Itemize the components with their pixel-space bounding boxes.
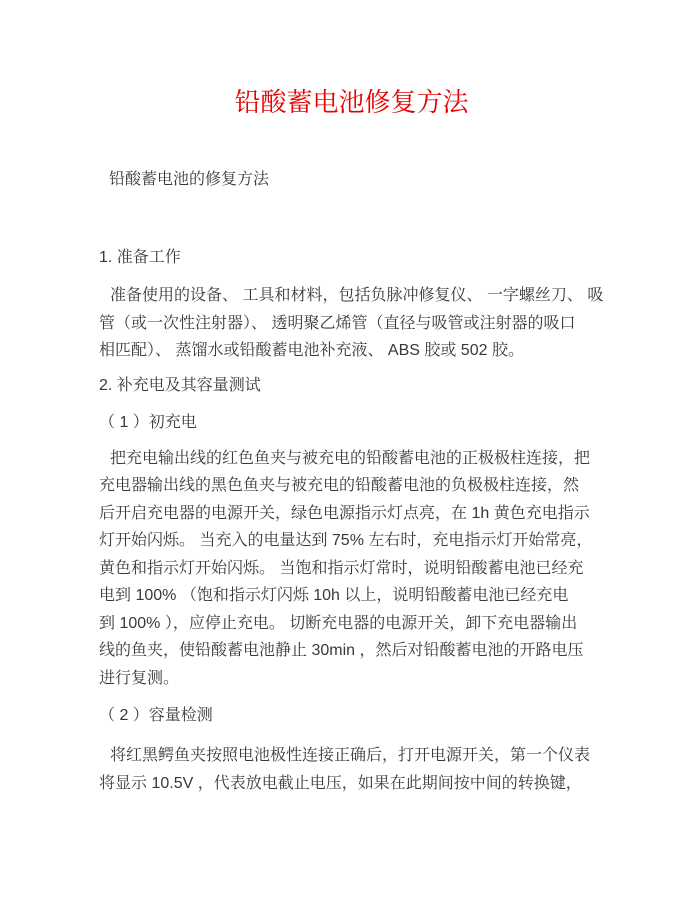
text-line: 将红黑鳄鱼夹按照电池极性连接正确后，打开电源开关，第一个仪表 — [110, 747, 591, 764]
text-line: 进行复测。 — [99, 669, 180, 687]
text-line: 将显示 10.5V ，代表放电截止电压，如果在此期间按中间的转换键， — [99, 774, 582, 792]
subsection-2-label: （ 2 ）容量检测 — [99, 707, 213, 724]
section-1-paragraph — [99, 282, 604, 365]
text-line: 把充电输出线的红色鱼夹与被充电的铅酸蓄电池的正极极柱连接，把 — [110, 449, 591, 467]
text-line: 准备使用的设备、 工具和材料，包括负脉冲修复仪、 一字螺丝刀、 吸 — [110, 287, 604, 304]
text-line: 管（或一次性注射器）、 透明聚乙烯管（直径与吸管或注射器的吸口 — [99, 314, 576, 332]
section-1-heading: 1. 准备工作 — [99, 249, 181, 266]
subsection-2-paragraph — [99, 742, 604, 797]
document-title: 铅酸蓄电池修复方法 — [234, 87, 469, 117]
text-line: 相匹配）、 蒸馏水或铅酸蓄电池补充液、 ABS 胶或 502 胶。 — [99, 342, 524, 359]
section-2-heading: 2. 补充电及其容量测试 — [99, 376, 261, 394]
subsection-1-paragraph — [99, 445, 604, 693]
document-subtitle: 铅酸蓄电池的修复方法 — [109, 171, 270, 188]
text-line: 黄色和指示灯开始闪烁。 当饱和指示灯常时，说明铅酸蓄电池已经充 — [99, 559, 584, 577]
text-line: 灯开始闪烁。 当充入的电量达到 75% 左右时，充电指示灯开始常亮， — [99, 532, 593, 549]
text-line: 电到 100% （饱和指示灯闪烁 10h 以上，说明铅酸蓄电池已经充电 — [99, 587, 569, 604]
text-line: 到 100% ），应停止充电。 切断充电器的电源开关，卸下充电器输出 — [99, 614, 578, 632]
subsection-1-label: （ 1 ）初充电 — [99, 413, 197, 431]
text-line: 后开启充电器的电源开关，绿色电源指示灯点亮，在 1h 黄色充电指示 — [99, 504, 590, 522]
text-line: 线的鱼夹，使铅酸蓄电池静止 30min ，然后对铅酸蓄电池的开路电压 — [99, 642, 584, 659]
text-line: 充电器输出线的黑色鱼夹与被充电的铅酸蓄电池的负极极柱连接，然 — [99, 477, 580, 494]
